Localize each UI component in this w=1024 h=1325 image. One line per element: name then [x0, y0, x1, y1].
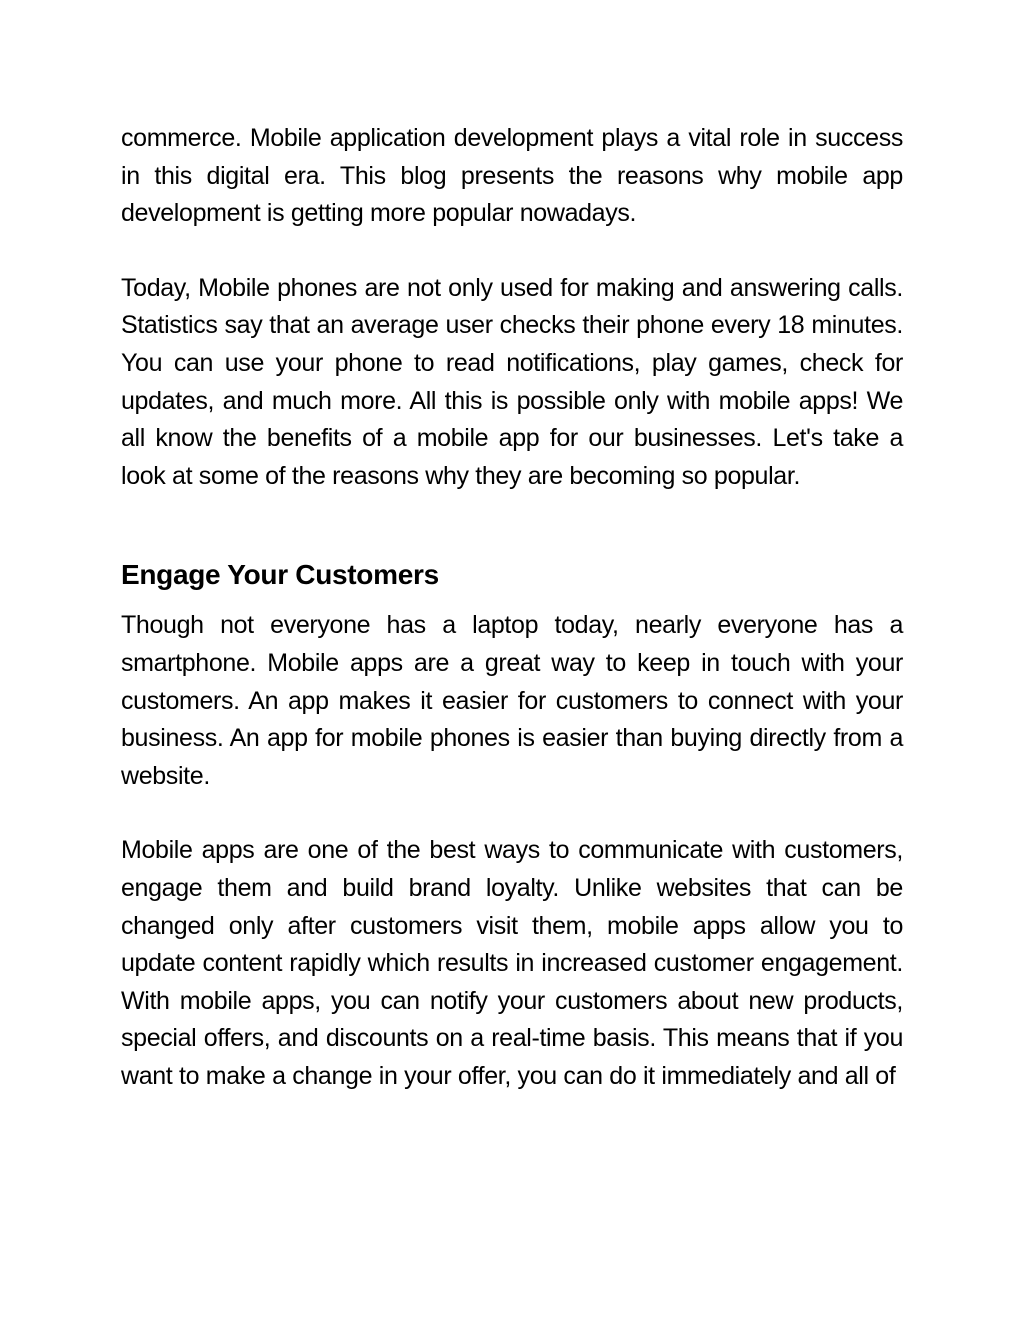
section-paragraph-1: Though not everyone has a laptop today, nearly everyone has a smartphone. Mobile apps are a great way to keep in touch with your customers. An app makes it easier for customers to connect with your business. An app for mobile phones is easier than buying directly from a website.	[121, 611, 903, 790]
intro-paragraph-2: Today, Mobile phones are not only used for making and answering calls. Statistics say that an average user checks their phone every 18 minutes. You can use your phone to read notifications, play games, check for updates, and much more. All this is possible only with mobile apps! We all know the benefits of a mobile app for our businesses. Let's take a look at some of the reasons why they are becoming so popular.	[121, 273, 903, 490]
section-paragraph-2: Mobile apps are one of the best ways to communicate with customers, engage them and build brand loyalty. Unlike websites that can be changed only after customers visit them, mobile apps allow you to update content rapidly which results in increased customer engagement. With mobile apps, you can notify your customers about new products, special offers, and discounts on a real-time basis. This means that if you want to make a change in your offer, you can do it immediately and all of	[121, 836, 903, 1090]
intro-paragraph-1: commerce. Mobile application development plays a vital role in success in this digital era. This blog presents the reasons why mobile app development is getting more popular nowadays.	[121, 124, 903, 228]
section-heading: Engage Your Customers	[121, 559, 439, 591]
document-page	[121, 120, 903, 1095]
